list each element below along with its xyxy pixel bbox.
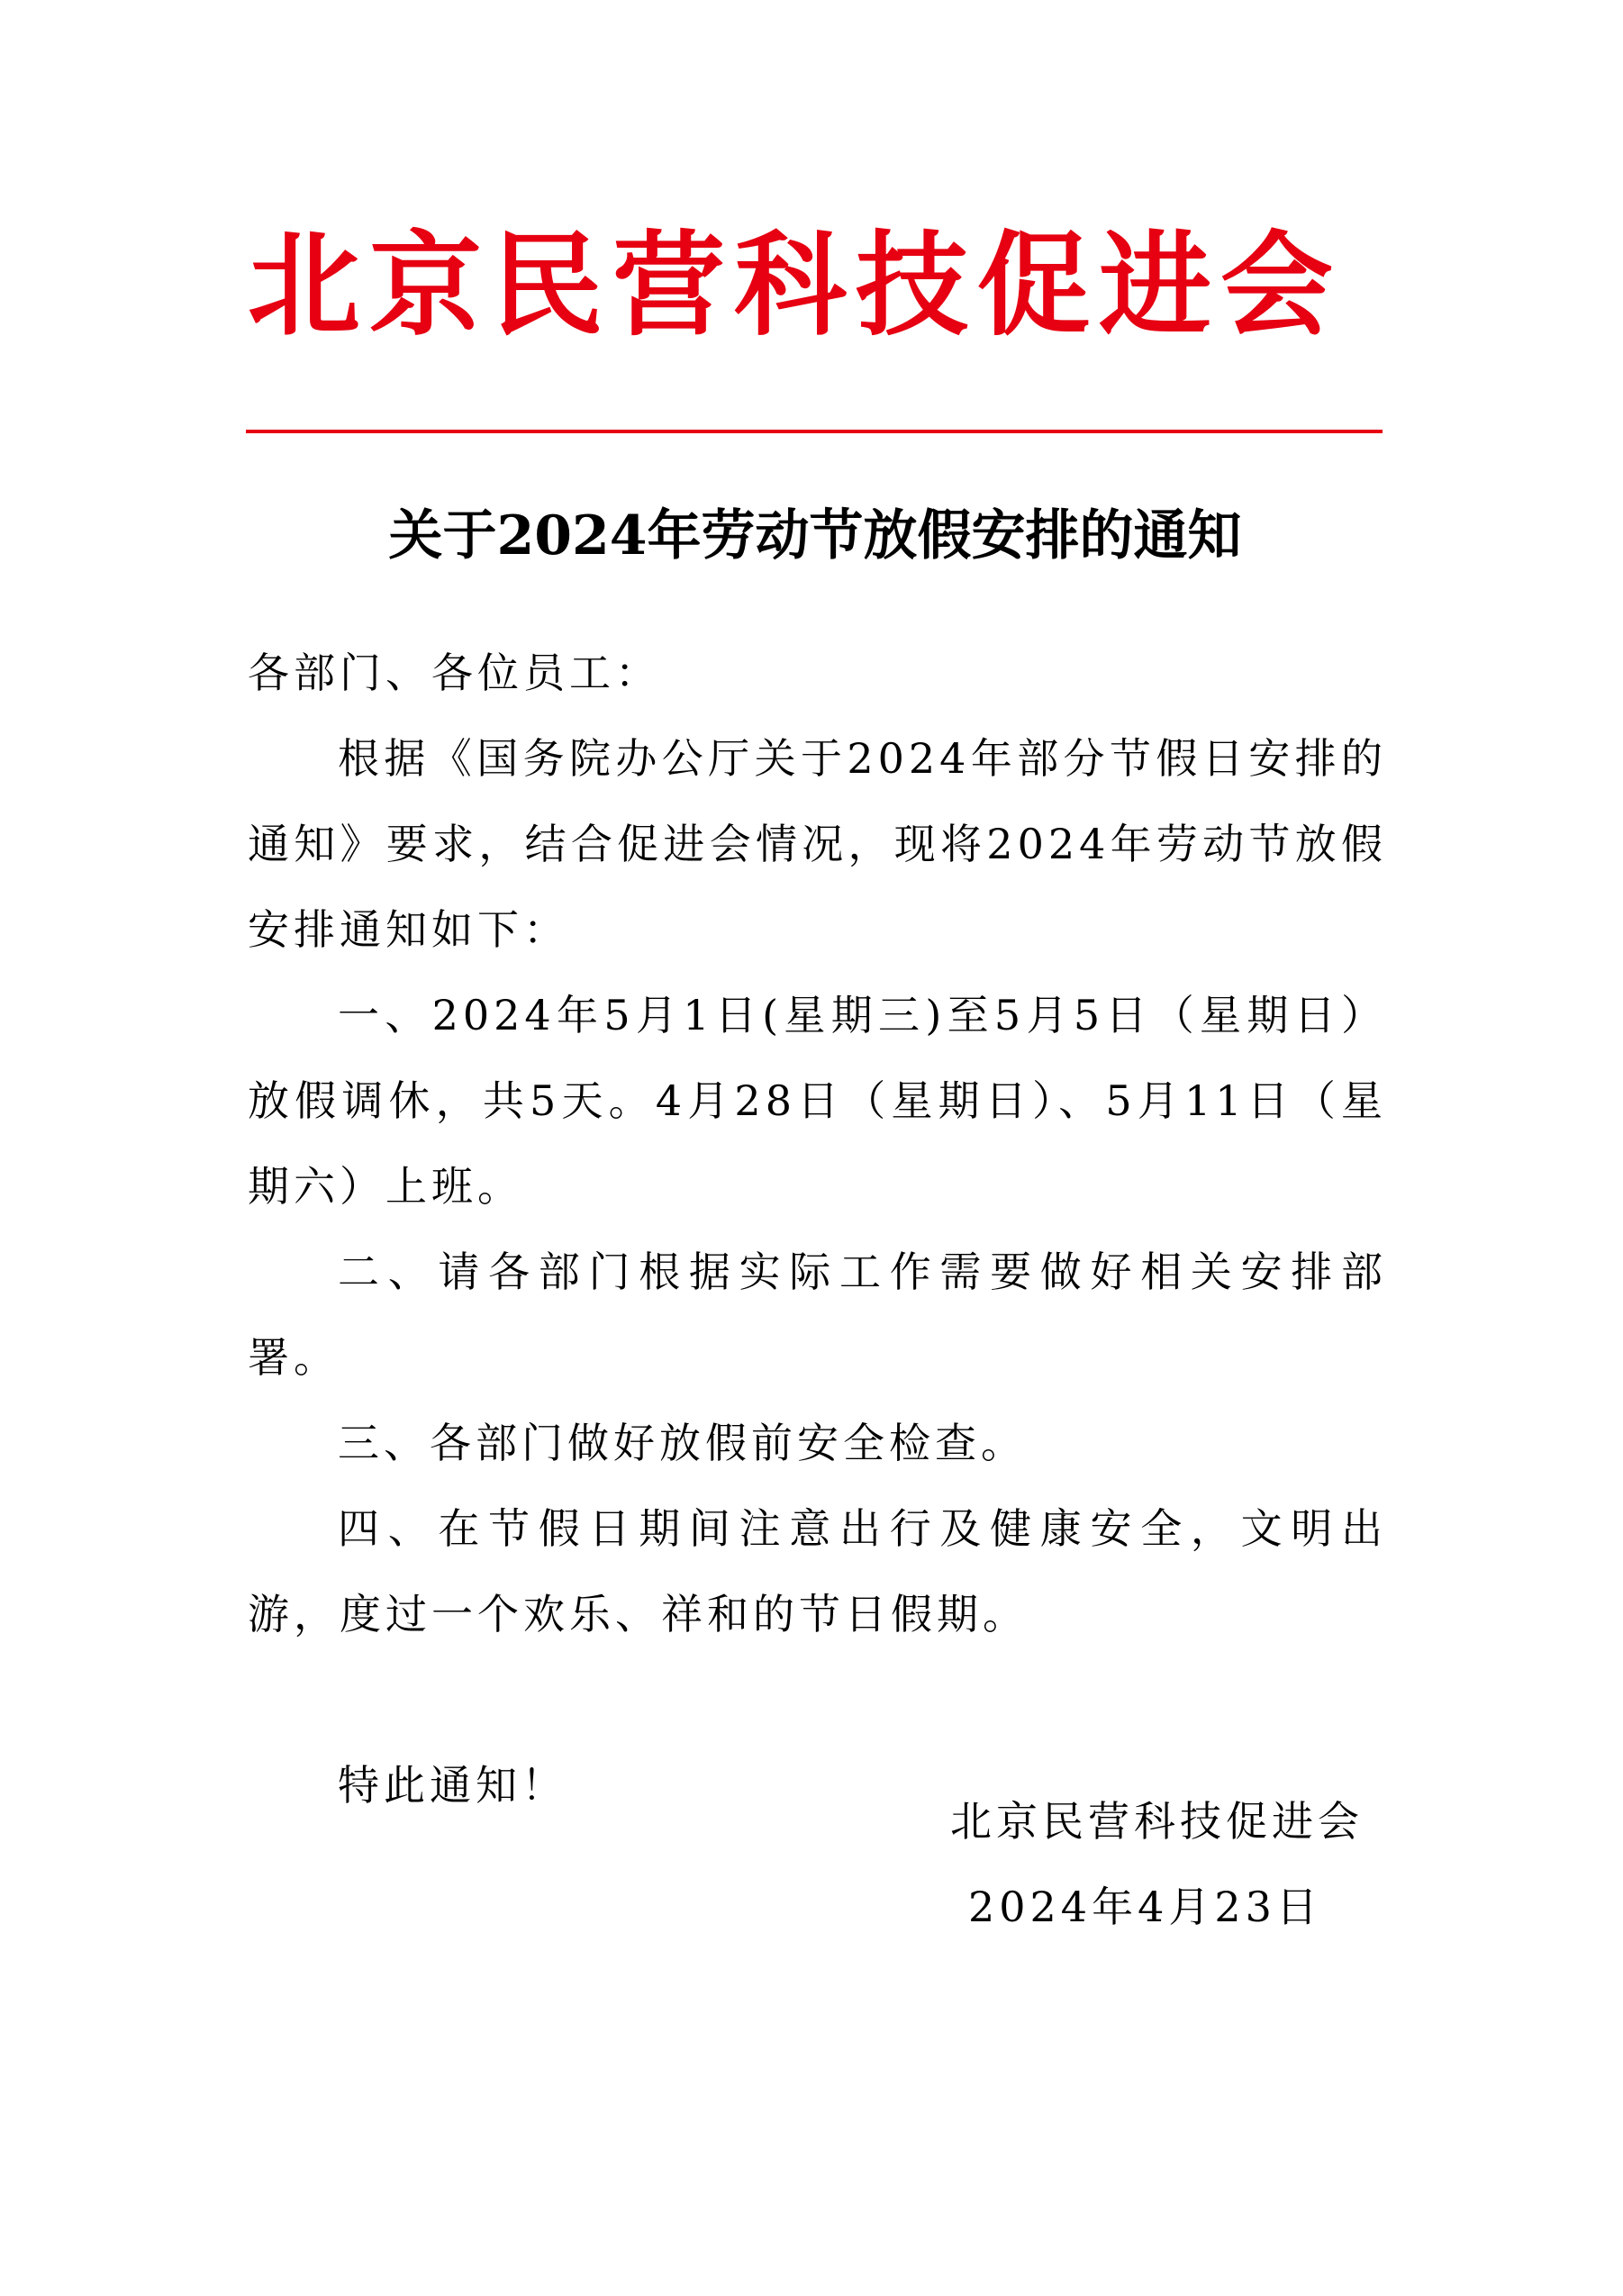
paragraph-spacer — [248, 1657, 1387, 1743]
paragraph-item-2: 二、请各部门根据实际工作需要做好相关安排部署。 — [248, 1248, 1387, 1382]
signature-date: 2024年4月23日 — [968, 1883, 1322, 1931]
closing-line: 特此通知！ — [338, 1761, 567, 1810]
paragraph-intro: 根据《国务院办公厅关于2024年部分节假日安排的通知》要求，结合促进会情况，现将2024年劳动节放假安排通知如下： — [248, 734, 1387, 954]
document-title: 关于2024年劳动节放假安排的通知 — [388, 504, 1242, 567]
document-body — [248, 631, 1387, 1829]
red-divider-line — [246, 430, 1383, 433]
signature-organization: 北京民营科技促进会 — [950, 1797, 1364, 1846]
salutation: 各部门、各位员工： — [248, 649, 661, 697]
organization-header: 北京民营科技促进会 — [248, 221, 1342, 351]
paragraph-item-1: 一、2024年5月1日(星期三)至5月5日（星期日）放假调休，共5天。4月28日（星期日）、5月11日（星期六）上班。 — [248, 991, 1387, 1211]
paragraph-item-4: 四、在节假日期间注意出行及健康安全，文明出游，度过一个欢乐、祥和的节日假期。 — [248, 1504, 1387, 1638]
paragraph-item-3: 三、各部门做好放假前安全检查。 — [338, 1419, 1027, 1467]
